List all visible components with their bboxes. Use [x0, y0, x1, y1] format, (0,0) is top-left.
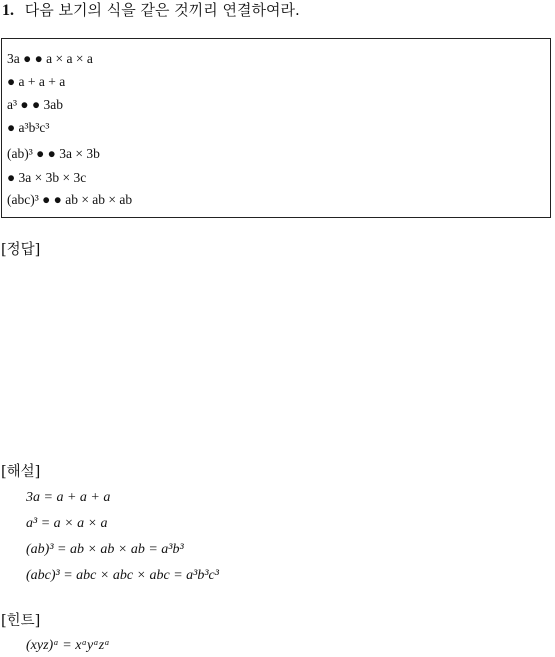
explanation-label: [해설] [1, 464, 41, 480]
question-number: 1. [2, 2, 14, 19]
choice-line: 3a ● ● a × a × a [7, 51, 93, 66]
question-text: 다음 보기의 식을 같은 것끼리 연결하여라. [24, 1, 300, 19]
hint-line: (xyz)ᵃ = xᵃyᵃzᵃ [26, 638, 110, 653]
choice-line: ● 3a × 3b × 3c [7, 170, 87, 185]
explanation-line: 3a = a + a + a [26, 490, 111, 505]
answer-label: [정답] [1, 242, 41, 258]
choices-box [1, 38, 551, 218]
explanation-line: (ab)³ = ab × ab × ab = a³b³ [26, 542, 184, 557]
explanation-line: a³ = a × a × a [26, 516, 108, 531]
choice-line: (abc)³ ● ● ab × ab × ab [7, 192, 133, 207]
choice-line: ● a³b³c³ [7, 120, 50, 135]
question-header [2, 0, 300, 21]
choice-line: ● a + a + a [7, 74, 66, 89]
explanation-line: (abc)³ = abc × abc × abc = a³b³c³ [26, 568, 219, 583]
hint-label: [힌트] [1, 613, 41, 629]
choice-line: a³ ● ● 3ab [7, 97, 63, 112]
choice-line: (ab)³ ● ● 3a × 3b [7, 146, 100, 161]
